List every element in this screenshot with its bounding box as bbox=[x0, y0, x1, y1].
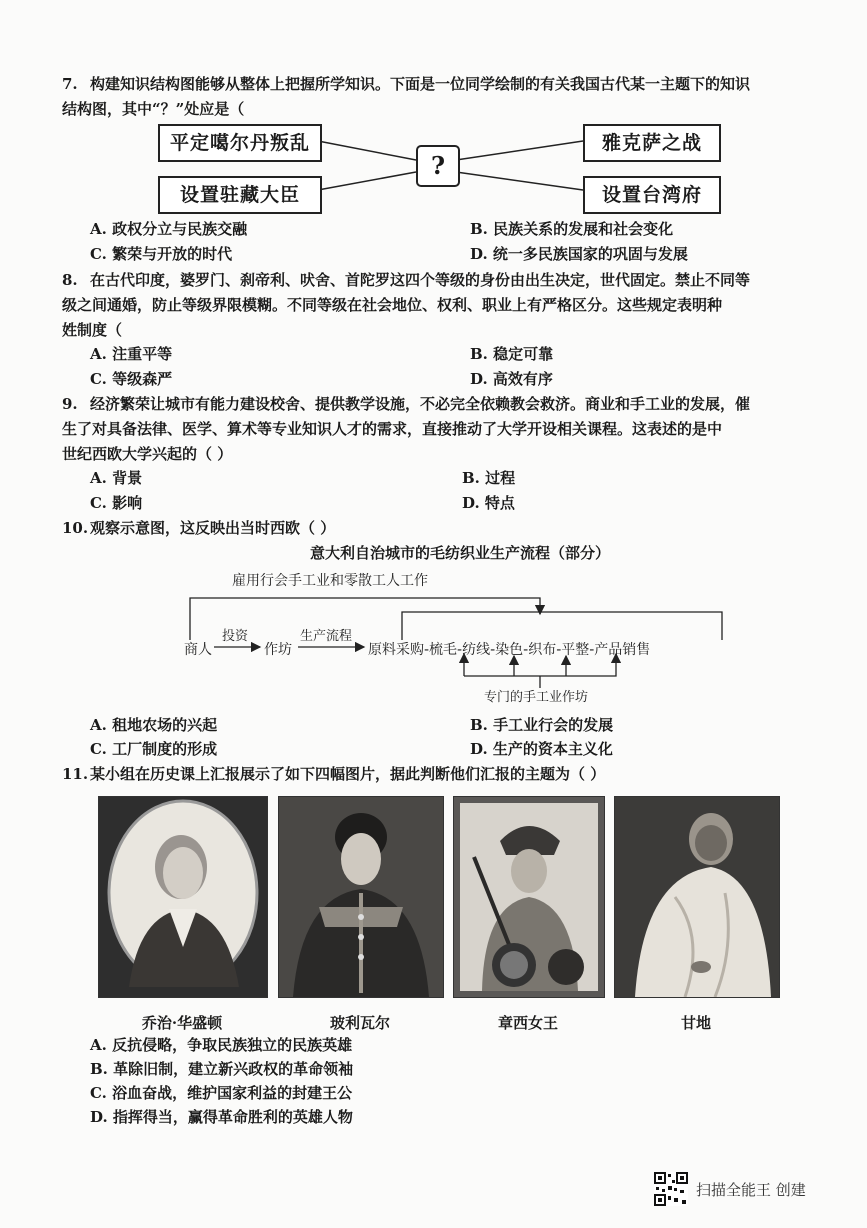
question-text: 构建知识结构图能够从整体上把握所学知识。下面是一位同学绘制的有关我国古代某一主题下的知识 bbox=[90, 75, 751, 93]
question-text: 姓制度（ bbox=[62, 321, 123, 339]
question-number: 11. bbox=[62, 765, 89, 783]
question-9 bbox=[62, 392, 832, 467]
flow-workshop: 作坊 bbox=[264, 642, 292, 658]
qr-code-icon bbox=[654, 1172, 688, 1206]
option-a: A. 背景 bbox=[90, 469, 143, 487]
question-11 bbox=[62, 762, 832, 787]
knowledge-structure-lines bbox=[0, 0, 867, 240]
question-text: 世纪西欧大学兴起的（ ） bbox=[62, 445, 233, 463]
question-text: 观察示意图，这反映出当时西欧（ ） bbox=[90, 519, 336, 537]
flow-chart-lines bbox=[0, 560, 867, 700]
question-number: 9. bbox=[62, 395, 78, 413]
option-b: B. 过程 bbox=[462, 469, 516, 487]
caption-washington: 乔治·华盛顿 bbox=[141, 1014, 223, 1032]
flow-chain: 原料采购-梳毛-纺线-染色-织布-平整-产品销售 bbox=[368, 642, 651, 658]
option-c: C. 浴血奋战，维护国家利益的封建王公 bbox=[90, 1084, 353, 1102]
option-a: A. 政权分立与民族交融 bbox=[90, 220, 248, 238]
question-8 bbox=[62, 268, 832, 343]
option-b: B. 革除旧制，建立新兴政权的革命领袖 bbox=[90, 1060, 354, 1078]
option-a: A. 租地农场的兴起 bbox=[90, 716, 218, 734]
flow-hire-label: 雇用行会手工业和零散工人工作 bbox=[232, 573, 428, 589]
flow-process-label: 生产流程 bbox=[300, 629, 353, 644]
box-top-right: 雅克萨之战 bbox=[583, 124, 721, 162]
box-bottom-left: 设置驻藏大臣 bbox=[158, 176, 322, 214]
flow-special-workshop: 专门的手工业作坊 bbox=[484, 690, 589, 705]
option-c: C. 繁荣与开放的时代 bbox=[90, 245, 233, 263]
portrait-rani-of-jhansi bbox=[453, 796, 605, 998]
question-text: 级之间通婚，防止等级界限模糊。不同等级在社会地位、权利、职业上有严格区分。这些规定表明种 bbox=[62, 296, 723, 314]
box-bottom-right: 设置台湾府 bbox=[583, 176, 721, 214]
portrait-washington bbox=[98, 796, 268, 998]
question-text: 生了对具备法律、医学、算术等专业知识人才的需求，直接推动了大学开设相关课程。这表述的是中 bbox=[62, 420, 723, 438]
portrait-gandhi bbox=[614, 796, 780, 998]
question-10 bbox=[62, 516, 832, 541]
question-number: 10. bbox=[62, 519, 89, 537]
option-d: D. 指挥得当，赢得革命胜利的英雄人物 bbox=[90, 1108, 353, 1126]
caption-gandhi: 甘地 bbox=[680, 1014, 711, 1032]
option-a: A. 反抗侵略，争取民族独立的民族英雄 bbox=[90, 1036, 353, 1054]
question-text: 某小组在历史课上汇报展示了如下四幅图片，据此判断他们汇报的主题为（ ） bbox=[90, 765, 606, 783]
option-c: C. 等级森严 bbox=[90, 370, 173, 388]
scanner-watermark: 扫描全能王 创建 bbox=[696, 1181, 806, 1199]
caption-bolivar: 玻利瓦尔 bbox=[329, 1014, 390, 1032]
box-top-left: 平定噶尔丹叛乱 bbox=[158, 124, 322, 162]
option-b: B. 稳定可靠 bbox=[470, 345, 554, 363]
question-mark-box: ? bbox=[416, 145, 460, 187]
option-d: D. 统一多民族国家的巩固与发展 bbox=[470, 245, 688, 263]
option-c: C. 影响 bbox=[90, 494, 143, 512]
question-text: 结构图，其中“？”处应是（ bbox=[62, 100, 245, 118]
question-text: 在古代印度，婆罗门、刹帝利、吠舍、首陀罗这四个等级的身份由出生决定，世代固定。禁止不同等 bbox=[90, 271, 751, 289]
option-d: D. 高效有序 bbox=[470, 370, 553, 388]
caption-rani: 章西女王 bbox=[497, 1014, 558, 1032]
flow-merchant: 商人 bbox=[184, 642, 212, 658]
option-a: A. 注重平等 bbox=[90, 345, 173, 363]
option-d: D. 特点 bbox=[462, 494, 515, 512]
question-number: 7. bbox=[62, 75, 78, 93]
question-number: 8. bbox=[62, 271, 78, 289]
flow-invest-label: 投资 bbox=[222, 629, 249, 644]
question-text: 经济繁荣让城市有能力建设校舍、提供教学设施，不必完全依赖教会救济。商业和手工业的发展，催 bbox=[90, 395, 751, 413]
option-b: B. 手工业行会的发展 bbox=[470, 716, 614, 734]
portrait-bolivar bbox=[278, 796, 444, 998]
option-c: C. 工厂制度的形成 bbox=[90, 740, 218, 758]
option-d: D. 生产的资本主义化 bbox=[470, 740, 613, 758]
option-b: B. 民族关系的发展和社会变化 bbox=[470, 220, 674, 238]
flow-chart-title: 意大利自治城市的毛纺织业生产流程（部分） bbox=[309, 544, 610, 562]
